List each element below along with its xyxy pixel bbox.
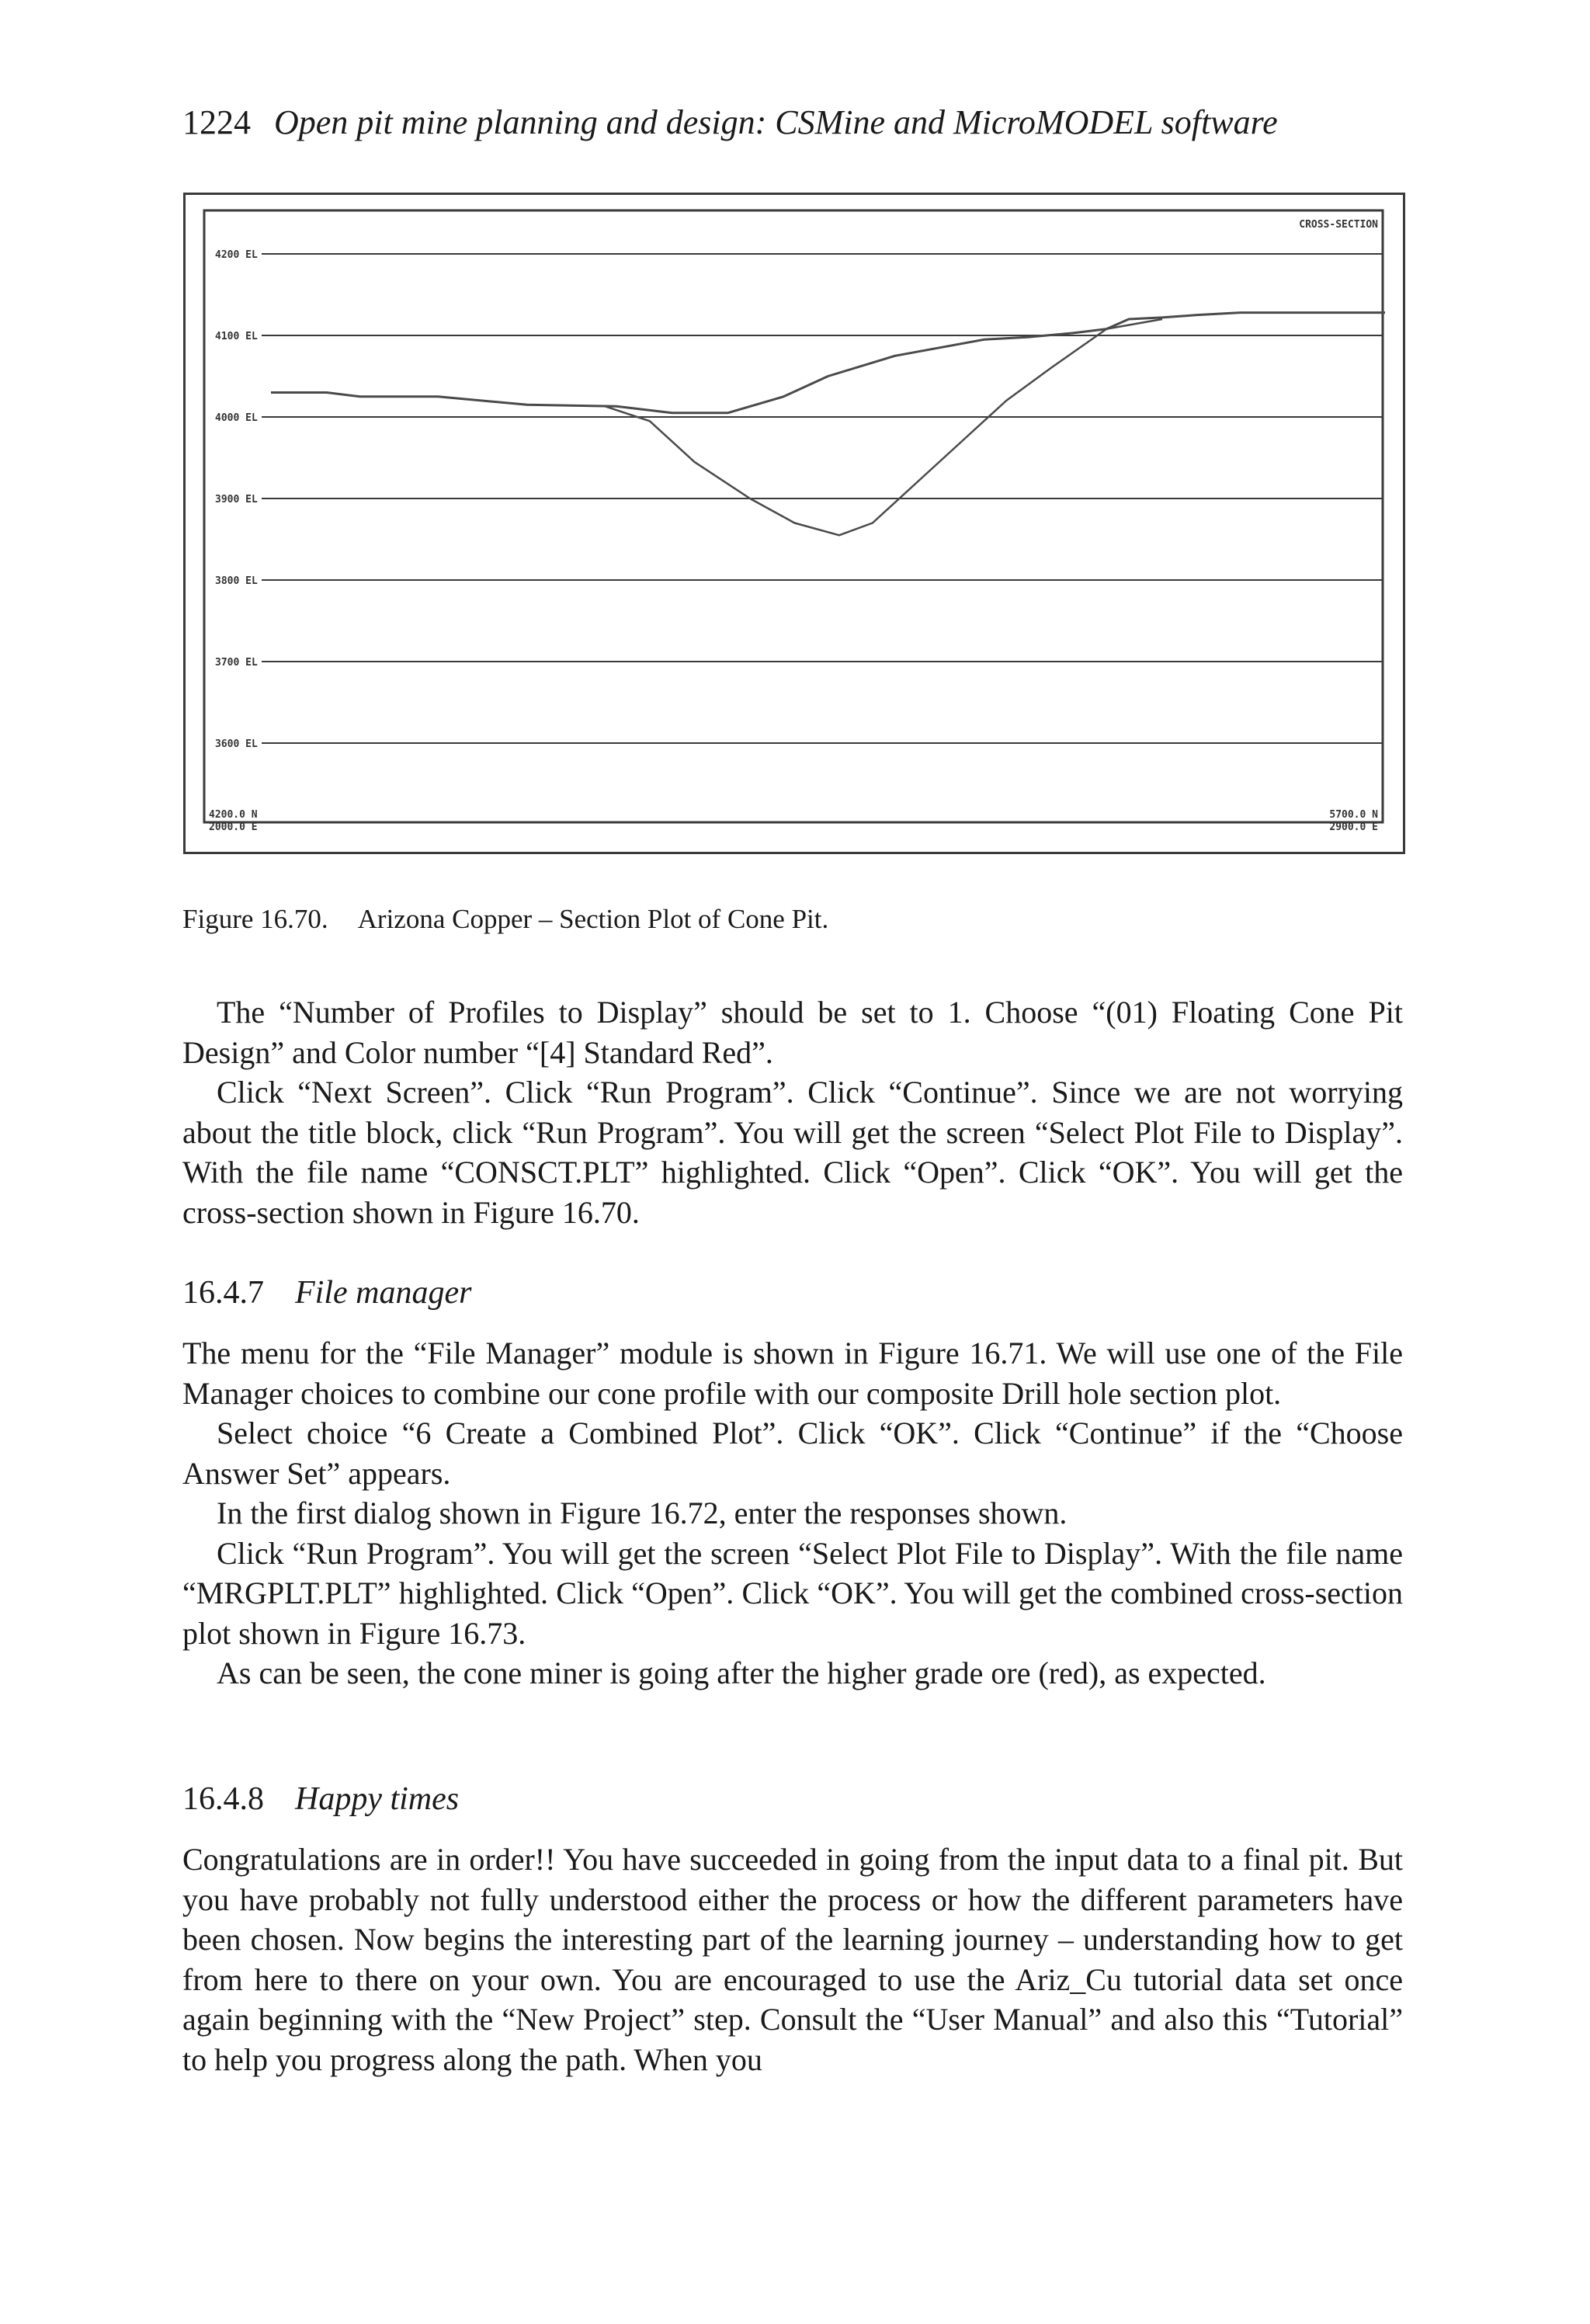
running-title: Open pit mine planning and design: CSMine and MicroMODEL software (274, 103, 1278, 141)
figure-16-70-plot (183, 193, 1405, 854)
paragraph-profiles: The “Number of Profiles to Display” should be set to 1. Choose “(01) Floating Cone Pit Design” and Color number “[4] Standard Red”. (182, 995, 1403, 1070)
cross-section-chart (186, 195, 1403, 852)
x-start-label-east: 2000.0 E (209, 822, 258, 833)
y-tick-label: 3600 EL (215, 738, 258, 750)
figure-caption-text: Arizona Copper – Section Plot of Cone Pit. (357, 904, 829, 934)
paragraph-run-program: Click “Run Program”. You will get the screen “Select Plot File to Display”. With the file name “MRGPLT.PLT” highlighted. Click “Open”. Click “OK”. You will get the combined cross-section plot shown in Figure 16.73. (182, 1535, 1403, 1651)
y-tick-label: 3700 EL (215, 657, 258, 669)
paragraphs-before-1647 (182, 992, 1403, 1232)
figure-caption (182, 901, 1409, 938)
section-number: 16.4.7 (182, 1275, 264, 1311)
x-end-label-north: 5700.0 N (1329, 809, 1378, 821)
y-tick-label: 4000 EL (215, 412, 258, 424)
section-title: Happy times (295, 1781, 460, 1817)
paragraph-select-choice: Select choice “6 Create a Combined Plot”. Click “OK”. Click “Continue” if the “Choose Answer Set” appears. (182, 1416, 1403, 1491)
y-tick-label: 3800 EL (215, 575, 258, 587)
running-header (182, 99, 1409, 146)
topography-line (271, 313, 1385, 413)
section-title: File manager (295, 1275, 472, 1311)
y-tick-label: 4100 EL (215, 331, 258, 342)
x-start-label-north: 4200.0 N (209, 809, 258, 821)
chart-title: CROSS-SECTION (1299, 219, 1378, 231)
figure-caption-number: Figure 16.70. (182, 904, 328, 934)
section-heading-happy-times (182, 1777, 459, 1821)
section-heading-file-manager (182, 1271, 471, 1315)
page-number: 1224 (182, 103, 251, 141)
paragraph-first-dialog: In the first dialog shown in Figure 16.72, enter the responses shown. (217, 1495, 1068, 1530)
y-tick-label: 3900 EL (215, 494, 258, 505)
paragraph-file-manager-menu: The menu for the “File Manager” module is shown in Figure 16.71. We will use one of the File Manager choices to combine our cone profile with our composite Drill hole section plot. (182, 1336, 1403, 1411)
paragraphs-happy-times (182, 1839, 1403, 2079)
x-end-label-east: 2900.0 E (1329, 822, 1378, 833)
y-tick-label: 4200 EL (215, 249, 258, 261)
paragraph-next-screen: Click “Next Screen”. Click “Run Program”. Click “Continue”. Since we are not worrying about the title block, click “Run Program”. You will get the screen “Select Plot File to Display”. With the file name “CONSCT.PLT” highlighted. Click “Open”. Click “OK”. You will get the cross-section shown in Figure 16.70. (182, 1075, 1403, 1230)
section-number: 16.4.8 (182, 1781, 264, 1817)
cone-pit-line (606, 319, 1163, 535)
paragraph-cone-miner: As can be seen, the cone miner is going after the higher grade ore (red), as expected. (217, 1655, 1266, 1690)
paragraph-congratulations: Congratulations are in order!! You have succeeded in going from the input data to a final pit. But you have probably not fully understood either the process or how the different parameters have been chosen. Now begins the interesting part of the learning journey – understanding how to get from here to there on your own. You are encouraged to use the Ariz_Cu tutorial data set once again beginning with the “New Project” step. Consult the “User Manual” and also this “Tutorial” to help you progress along the path. When you (182, 1842, 1403, 2077)
paragraphs-file-manager (182, 1333, 1403, 1693)
